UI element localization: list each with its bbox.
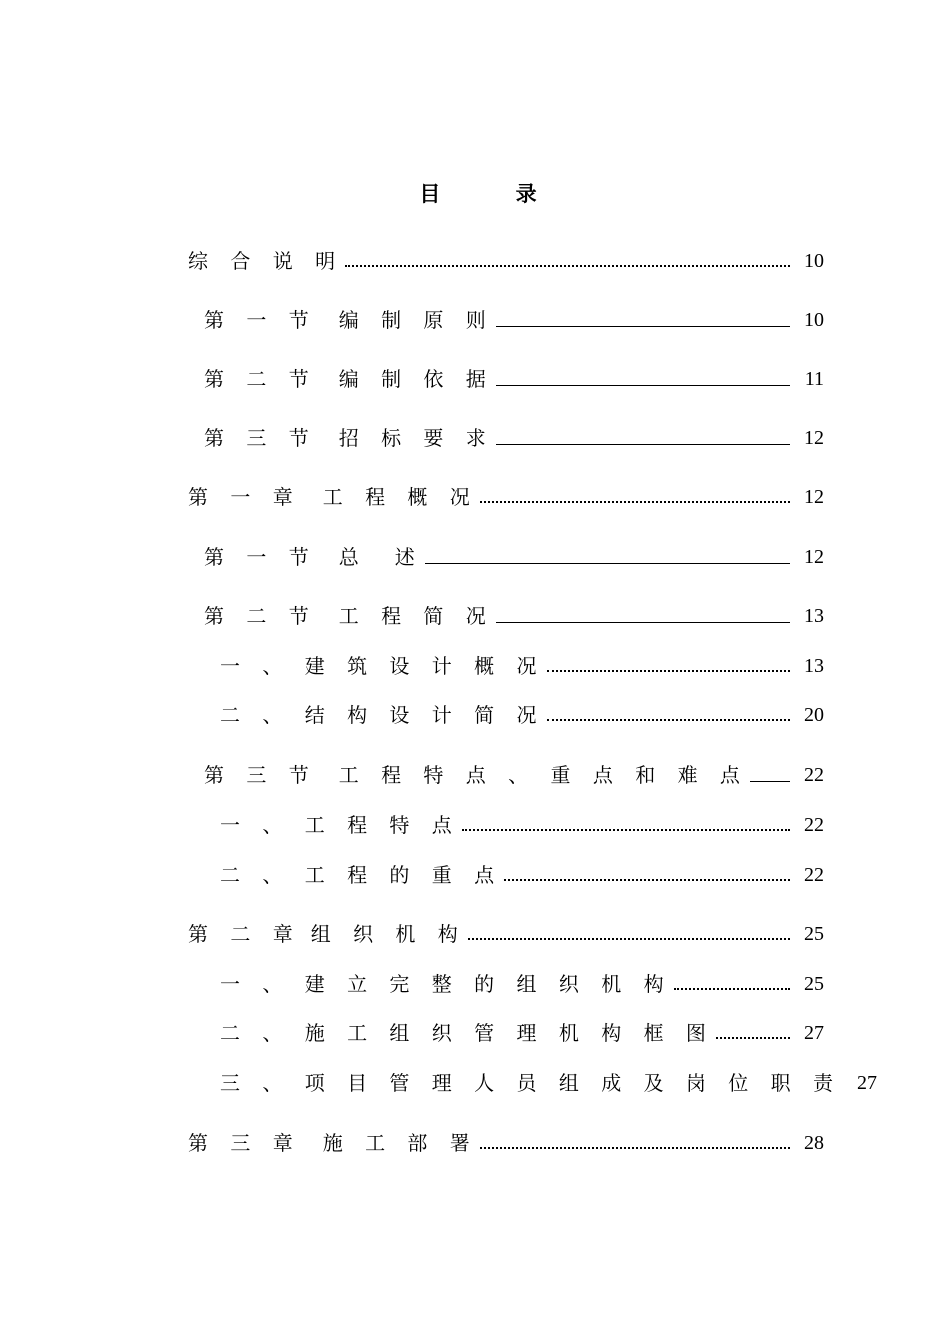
toc-entry-label: 第 二 节 编 制 依 据 (204, 367, 494, 391)
toc-entry[interactable] (220, 696, 824, 728)
toc-entry-label: 第 二 节 工 程 简 况 (204, 604, 494, 628)
toc-page-number: 27 (804, 1022, 824, 1044)
toc-page-number: 22 (804, 864, 824, 886)
toc-entry-label: 第 二 章 组 织 机 构 (188, 922, 466, 946)
toc-page-number: 28 (804, 1132, 824, 1154)
dot-leader (480, 501, 790, 503)
line-leader (425, 563, 790, 564)
dot-leader (547, 670, 790, 672)
toc-entry-label: 第 一 节 总 述 (204, 545, 423, 569)
toc-entry-label: 综 合 说 明 (188, 249, 344, 273)
toc-entry-label: 第 三 节 工 程 特 点 、 重 点 和 难 点 (204, 763, 748, 787)
toc-entry[interactable] (220, 647, 824, 679)
toc-entry[interactable] (204, 301, 824, 333)
toc-page-number: 12 (804, 486, 824, 508)
toc-page-number: 11 (804, 368, 824, 390)
toc-entry[interactable] (204, 538, 824, 570)
toc-page-number: 22 (804, 764, 824, 786)
toc-entry[interactable] (188, 1124, 824, 1156)
dot-leader (480, 1147, 790, 1149)
toc-entry[interactable] (204, 360, 824, 392)
toc-page-number: 13 (804, 605, 824, 627)
toc-entry[interactable] (188, 915, 824, 947)
line-leader (496, 622, 790, 623)
dot-leader (674, 988, 790, 990)
toc-page-number: 10 (804, 309, 824, 331)
line-leader (496, 385, 790, 386)
toc-entry[interactable] (188, 478, 824, 510)
dot-leader (547, 719, 790, 721)
toc-entry-label: 一 、 建 立 完 整 的 组 织 机 构 (220, 972, 672, 996)
toc-page-number: 25 (804, 923, 824, 945)
toc-entry[interactable] (220, 856, 824, 888)
toc-entry[interactable] (204, 419, 824, 451)
toc-entry-label: 第 一 节 编 制 原 则 (204, 308, 494, 332)
dot-leader (345, 265, 790, 267)
toc-entry[interactable] (204, 756, 824, 788)
toc-entry[interactable] (220, 1014, 824, 1046)
toc-entry-label: 二 、 工 程 的 重 点 (220, 863, 503, 887)
line-leader (496, 326, 790, 327)
toc-entry-label: 一 、 工 程 特 点 (220, 813, 460, 837)
toc-title: 目 录 (419, 181, 571, 206)
line-leader (496, 444, 790, 445)
toc-entry-label: 三 、 项 目 管 理 人 员 组 成 及 岗 位 职 责 (220, 1071, 842, 1095)
toc-entry[interactable] (220, 965, 824, 997)
toc-entry-label: 二 、 结 构 设 计 简 况 (220, 703, 545, 727)
toc-page-number: 27 (857, 1072, 878, 1094)
toc-entry-label: 第 一 章 工 程 概 况 (188, 485, 478, 509)
toc-page-number: 22 (804, 814, 824, 836)
toc-entry[interactable] (220, 1064, 878, 1096)
toc-entry-label: 第 三 节 招 标 要 求 (204, 426, 494, 450)
line-leader (750, 781, 790, 782)
toc-entry-label: 第 三 章 施 工 部 署 (188, 1131, 478, 1155)
toc-page-number: 12 (804, 427, 824, 449)
toc-entry-label: 一 、 建 筑 设 计 概 况 (220, 654, 545, 678)
toc-page-number: 25 (804, 973, 824, 995)
toc-entry-label: 二 、 施 工 组 织 管 理 机 构 框 图 (220, 1021, 714, 1045)
dot-leader (504, 879, 790, 881)
toc-page-number: 13 (804, 655, 824, 677)
toc-page-number: 20 (804, 704, 824, 726)
toc-page-number: 12 (804, 546, 824, 568)
dot-leader (462, 829, 790, 831)
toc-entry[interactable] (220, 806, 824, 838)
dot-leader (716, 1037, 790, 1039)
toc-entry[interactable] (188, 242, 824, 274)
toc-entry[interactable] (204, 597, 824, 629)
dot-leader (468, 938, 790, 940)
toc-page-number: 10 (804, 250, 824, 272)
